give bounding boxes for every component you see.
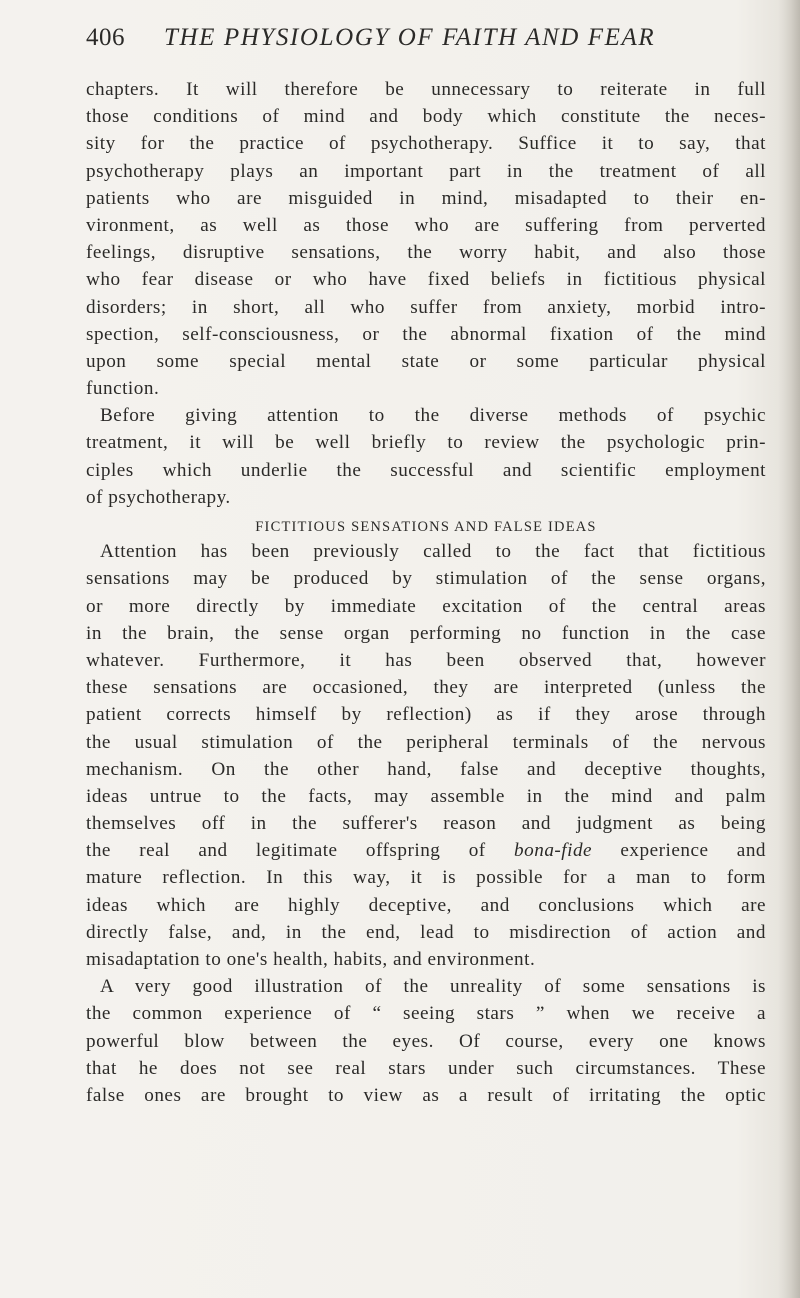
text-fragment: the real and legitimate offspring of [86,840,486,862]
text-line: the common experience of “ seeing stars ” when we receive a [86,1003,766,1025]
text-line: ciples which underlie the successful and scientific employment [86,459,766,481]
page-edge-shadow [778,0,800,1298]
text-line: patients who are misguided in mind, misadapted to their en- [86,187,766,209]
text-line: these sensations are occasioned, they are interpreted (unless the [86,677,766,699]
text-line: psychotherapy plays an important part in the treatment of all [86,160,766,182]
text-line: sity for the practice of psychotherapy. Suffice it to say, that [86,133,766,155]
text-line: Before giving attention to the diverse methods of psychic [100,405,766,427]
text-line: in the brain, the sense organ performing no function in the case [86,622,766,644]
text-line: ideas which are highly deceptive, and conclusions which are [86,894,766,916]
text-line: mechanism. On the other hand, false and deceptive thoughts, [86,758,766,780]
text-line: that he does not see real stars under such circumstances. These [86,1057,766,1079]
text-line: themselves off in the sufferer's reason and judgment as being [86,813,766,835]
text-line: misadaptation to one's health, habits, and environment. [86,949,536,970]
text-line: sensations may be produced by stimulation of the sense organs, [86,568,766,590]
text-line: the usual stimulation of the peripheral terminals of the nervous [86,731,766,753]
text-line: A very good illustration of the unreality of some sensations is [100,976,766,998]
text-line: function. [86,378,160,400]
italic-term: bona-fide [514,840,593,862]
text-line: treatment, it will be well briefly to review the psychologic prin- [86,432,766,454]
body-text [86,76,766,1109]
text-line: upon some special mental state or some particular physical [86,350,766,372]
text-line: chapters. It will therefore be unnecessary to reiterate in full [86,79,766,100]
text-line: Attention has been previously called to the fact that fictitious [100,541,766,563]
text-line: powerful blow between the eyes. Of course, every one knows [86,1030,766,1052]
text-line: or more directly by immediate excitation of the central areas [86,595,766,617]
section-heading: FICTITIOUS SENSATIONS AND FALSE IDEAS [255,519,597,535]
text-line: spection, self-consciousness, or the abnormal fixation of the mind [86,323,766,345]
text-line: ideas untrue to the facts, may assemble in the mind and palm [86,785,766,807]
page-number: 406 [86,24,125,51]
page-header [86,18,766,58]
text-line: of psychotherapy. [86,486,231,508]
text-line: disorders; in short, all who suffer from anxiety, morbid intro- [86,296,766,318]
text-line: directly false, and, in the end, lead to misdirection of action and [86,921,766,943]
text-line: whatever. Furthermore, it has been observed that, however [86,649,766,671]
running-head: THE PHYSIOLOGY OF FAITH AND FEAR [164,24,656,51]
text-line: patient corrects himself by reflection) as if they arose through [86,704,766,726]
text-line: those conditions of mind and body which constitute the neces- [86,106,766,128]
text-line: feelings, disruptive sensations, the worry habit, and also those [86,242,766,264]
text-line: who fear disease or who have fixed beliefs in fictitious physical [86,269,766,291]
text-line: false ones are brought to view as a result of irritating the optic [86,1084,766,1106]
text-line: mature reflection. In this way, it is possible for a man to form [86,867,766,889]
text-line-with-italic [86,837,766,864]
text-line: vironment, as well as those who are suffering from perverted [86,214,766,236]
text-fragment: experience and [620,840,767,862]
